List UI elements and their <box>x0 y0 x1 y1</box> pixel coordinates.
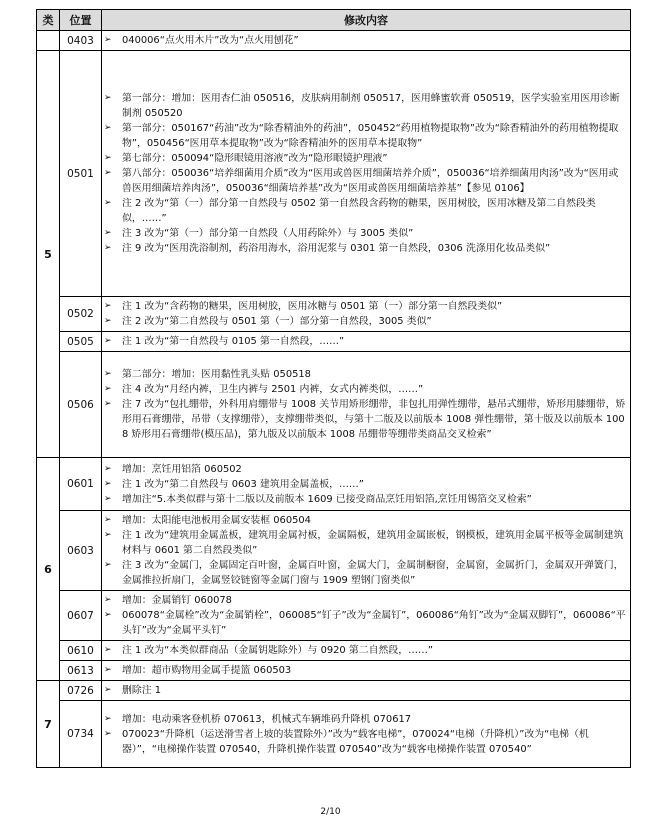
position-cell: 0501 <box>60 51 102 297</box>
content-cell <box>102 352 631 458</box>
position-cell: 0610 <box>60 641 102 661</box>
item-text: 增加：烹饪用铝箔 060502 <box>122 463 242 475</box>
arrow-bullet-icon: ➢ <box>104 463 112 474</box>
list-item <box>104 558 626 588</box>
header-position: 位置 <box>60 10 102 31</box>
table-row <box>37 297 631 332</box>
list-item <box>104 528 626 558</box>
modification-table <box>36 9 631 768</box>
arrow-bullet-icon: ➢ <box>104 35 112 45</box>
item-text: 第八部分：050036“培养细菌用介质”改为“医用或兽医用细菌培养介质”，050036“培养细菌用肉汤”改为“医用或兽医用细菌培养肉汤”，050036“细菌培养基”改为“医用或兽医用细菌培养基”【参见 0106】 <box>122 168 619 194</box>
class-cell: 5 <box>37 51 60 458</box>
arrow-bullet-icon: ➢ <box>104 369 112 379</box>
list-item <box>104 367 626 382</box>
arrow-bullet-icon: ➢ <box>104 243 112 253</box>
content-cell <box>102 332 631 352</box>
list-item <box>104 121 626 151</box>
arrow-bullet-icon: ➢ <box>104 493 112 504</box>
position-cell: 0607 <box>60 591 102 641</box>
list-item <box>104 299 626 314</box>
list-item <box>104 492 626 507</box>
arrow-bullet-icon: ➢ <box>104 530 112 540</box>
item-text: 增加：超市购物用金属手提篮 060503 <box>122 665 292 676</box>
list-item <box>104 166 626 196</box>
arrow-bullet-icon: ➢ <box>104 515 112 525</box>
table-row <box>37 661 631 681</box>
position-cell: 0613 <box>60 661 102 681</box>
position-cell: 0403 <box>60 31 102 51</box>
class-cell <box>37 31 60 51</box>
table-row <box>37 591 631 641</box>
content-cell <box>102 701 631 768</box>
arrow-bullet-icon: ➢ <box>104 153 112 163</box>
arrow-bullet-icon: ➢ <box>104 168 112 178</box>
list-item <box>104 643 626 658</box>
item-text: 注 1 改为“第一自然段与 0105 第一自然段，……” <box>122 336 345 347</box>
list-item <box>104 334 626 349</box>
item-text: 注 3 改为“第（一）部分第一自然段（人用药除外）与 3005 类似” <box>122 228 414 239</box>
item-text: 070023“升降机（运送滑雪者上坡的装置除外）”改为“载客电梯”，070024“电梯（升降机）”改为“电梯（机器）”，“电梯操作装置 070540，升降机操作装置 070540”改为“载客电梯操作装置 070540” <box>122 728 589 755</box>
item-text: 增加：电动乘客登机桥 070613，机械式车辆堆码升降机 070617 <box>122 713 412 725</box>
table-row <box>37 681 631 701</box>
item-text: 注 1 改为“含药物的糖果，医用树胶，医用冰糖与 0501 第（一）部分第一自然段类似” <box>122 301 503 312</box>
arrow-bullet-icon: ➢ <box>104 93 112 103</box>
arrow-bullet-icon: ➢ <box>104 399 112 409</box>
item-text: 注 1 改为“本类似群商品（金属钥匙除外）与 0920 第二自然段，……” <box>122 645 433 656</box>
list-item <box>104 727 626 757</box>
list-item <box>104 397 626 442</box>
list-item <box>104 462 626 477</box>
item-text: 删除注 1 <box>122 685 162 696</box>
item-text: 第一部分：050167“药油”改为“除香精油外的药油”，050452“药用植物提取物”改为“除香精油外的药用植物提取物”，050456“医用草本提取物”改为“除香精油外的医用草本提取物” <box>122 123 619 149</box>
table-header-row <box>37 10 631 31</box>
list-item <box>104 382 626 397</box>
header-content: 修改内容 <box>102 10 631 31</box>
item-text: 注 4 改为“月经内裤，卫生内裤与 2501 内裤，女式内裤类似，……” <box>122 384 424 395</box>
arrow-bullet-icon: ➢ <box>104 645 112 655</box>
content-cell <box>102 681 631 701</box>
position-cell: 0505 <box>60 332 102 352</box>
page-number: 2/10 <box>320 807 341 817</box>
arrow-bullet-icon: ➢ <box>104 123 112 133</box>
item-text: 注 7 改为“包扎绷带，外科用肩绷带与 1008 关节用矫形绷带，非包扎用弹性绷带，悬吊式绷带，矫形用膝绷带，矫形用石膏绷带，吊带（支撑绷带），支撑绷带类似，与第十二版及以前版本 1008 弹性绷带，第十版及以前版本 1008 矫形用石膏绷带(模压品)，第九版及以前版本 1008 吊绷带等绷带类商品交叉检索” <box>122 399 626 440</box>
item-text: 040006“点火用木片”改为“点火用刨花” <box>122 35 299 46</box>
arrow-bullet-icon: ➢ <box>104 728 112 739</box>
table-row <box>37 332 631 352</box>
position-cell: 0506 <box>60 352 102 458</box>
table-row <box>37 31 631 51</box>
content-cell <box>102 511 631 591</box>
item-text: 注 9 改为“医用洗浴制剂，药浴用海水，浴用泥浆与 0301 第一自然段，0306 洗涤用化妆品类似” <box>122 243 551 254</box>
arrow-bullet-icon: ➢ <box>104 595 112 605</box>
item-text: 注 3 改为“金属门，金属固定百叶窗，金属百叶窗，金属大门，金属制橱窗，金属窗，金属折门，金属双开弹簧门，金属推拉折扇门，金属竖铰链窗等金属门窗与 1909 塑钢门窗类似” <box>122 560 624 586</box>
arrow-bullet-icon: ➢ <box>104 228 112 238</box>
item-text: 注 1 改为“第二自然段与 0603 建筑用金属盖板，……” <box>122 478 364 490</box>
item-text: 注 2 改为“第二自然段与 0501 第（一）部分第一自然段，3005 类似” <box>122 316 432 327</box>
item-text: 增加：金属销钉 060078 <box>122 595 232 606</box>
list-item <box>104 593 626 608</box>
arrow-bullet-icon: ➢ <box>104 384 112 394</box>
content-cell <box>102 297 631 332</box>
arrow-bullet-icon: ➢ <box>104 336 112 346</box>
item-text: 第二部分：增加：医用黏性乳头贴 050518 <box>122 369 311 380</box>
content-cell <box>102 458 631 511</box>
item-text: 增加注“5.本类似群与第十二版以及前版本 1609 已接受商品烹饪用铝箔,烹饪用锡箔交叉检索” <box>122 493 532 505</box>
item-text: 第七部分：050094“隐形眼镜用溶液”改为“隐形眼镜护理液” <box>122 153 388 164</box>
item-text: 注 2 改为“第（一）部分第一自然段与 0502 第一自然段含药物的糖果，医用树胶，医用冰糖及第二自然段类似，……” <box>122 198 596 224</box>
list-item <box>104 241 626 256</box>
arrow-bullet-icon: ➢ <box>104 316 112 326</box>
item-text: 060078“金属栓”改为“金属销栓”，060085“钉子”改为“金属钉”，060086“角钉”改为“金属双脚钉”，060086“平头钉”改为“金属平头钉” <box>122 610 626 636</box>
list-item <box>104 683 626 698</box>
content-cell <box>102 31 631 51</box>
table-row <box>37 641 631 661</box>
table-row <box>37 511 631 591</box>
position-cell: 0502 <box>60 297 102 332</box>
content-cell <box>102 591 631 641</box>
item-text: 注 1 改为“建筑用金属盖板，建筑用金属衬板，金属隔板，建筑用金属嵌板，钢模板，建筑用金属平板等金属制建筑材料与 0601 第二自然段类似” <box>122 530 624 556</box>
arrow-bullet-icon: ➢ <box>104 665 112 675</box>
table-row <box>37 701 631 768</box>
position-cell: 0603 <box>60 511 102 591</box>
table-row <box>37 51 631 297</box>
item-text: 第一部分：增加：医用杏仁油 050516，皮肤病用制剂 050517，医用蜂蜜软膏 050519，医学实验室用医用诊断制剂 050520 <box>122 93 620 119</box>
list-item <box>104 477 626 492</box>
arrow-bullet-icon: ➢ <box>104 685 112 695</box>
arrow-bullet-icon: ➢ <box>104 301 112 311</box>
arrow-bullet-icon: ➢ <box>104 560 112 570</box>
class-cell: 6 <box>37 458 60 681</box>
list-item <box>104 608 626 638</box>
table-row <box>37 458 631 511</box>
list-item <box>104 513 626 528</box>
position-cell: 0734 <box>60 701 102 768</box>
class-cell: 7 <box>37 681 60 768</box>
arrow-bullet-icon: ➢ <box>104 478 112 489</box>
content-cell <box>102 661 631 681</box>
list-item <box>104 33 626 48</box>
position-cell: 0726 <box>60 681 102 701</box>
header-class: 类 <box>37 10 60 31</box>
list-item <box>104 712 626 727</box>
list-item <box>104 196 626 226</box>
list-item <box>104 91 626 121</box>
table-row <box>37 352 631 458</box>
list-item <box>104 663 626 678</box>
list-item <box>104 314 626 329</box>
arrow-bullet-icon: ➢ <box>104 713 112 724</box>
position-cell: 0601 <box>60 458 102 511</box>
list-item <box>104 151 626 166</box>
content-cell <box>102 641 631 661</box>
item-text: 增加：太阳能电池板用金属安装框 060504 <box>122 515 311 526</box>
content-cell <box>102 51 631 297</box>
arrow-bullet-icon: ➢ <box>104 198 112 208</box>
list-item <box>104 226 626 241</box>
arrow-bullet-icon: ➢ <box>104 610 112 620</box>
